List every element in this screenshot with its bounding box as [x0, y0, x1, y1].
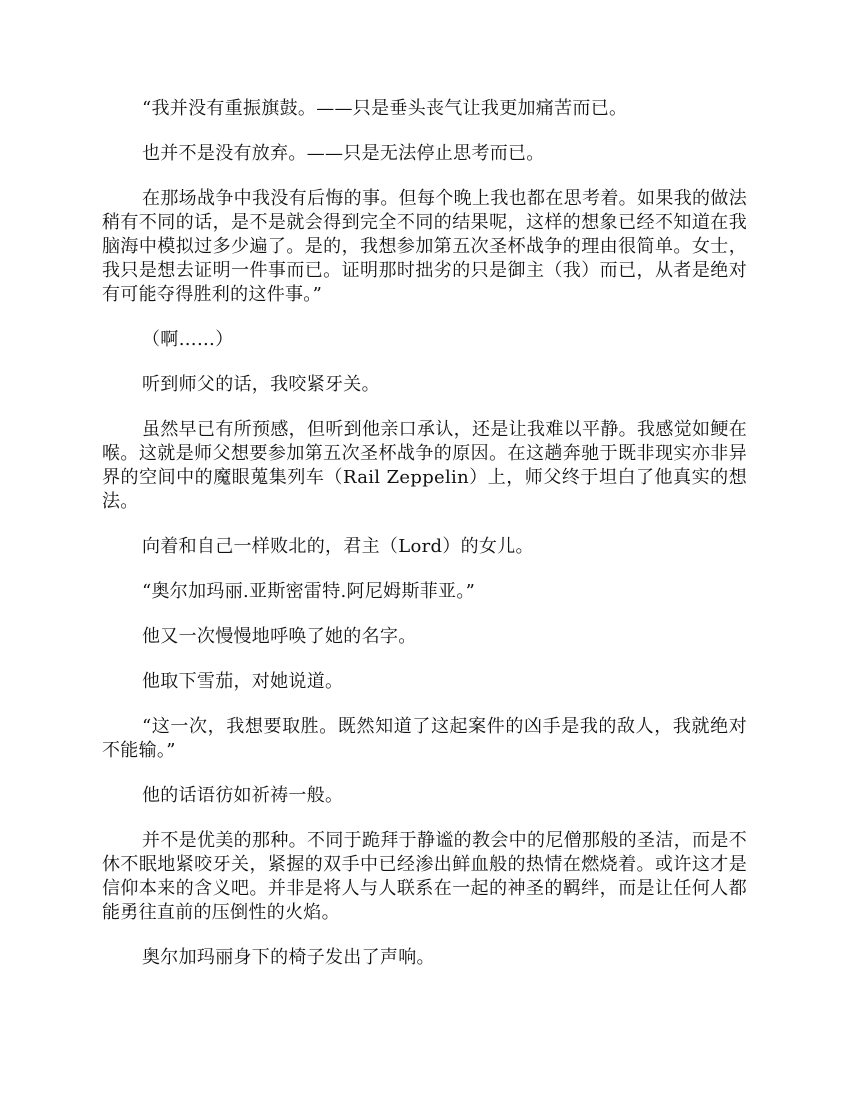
paragraph: 在那场战争中我没有后悔的事。但每个晚上我也都在思考着。如果我的做法稍有不同的话，是不是就会得到完全不同的结果呢，这样的想象已经不知道在我脑海中模拟过多少遍了。是的，我想参加第五次圣杯战争的理由很简单。女士，我只是想去证明一件事而已。证明那时拙劣的只是御主（我）而已，从者是绝对有可能夺得胜利的这件事。”: [102, 188, 747, 305]
paragraph: “我并没有重振旗鼓。——只是垂头丧气让我更加痛苦而已。: [142, 98, 628, 119]
paragraph: 奥尔加玛丽身下的椅子发出了声响。: [142, 947, 435, 968]
paragraph: （啊……）: [142, 329, 234, 350]
document-page: [102, 97, 747, 991]
paragraph: 并不是优美的那种。不同于跪拜于静谧的教会中的尼僧那般的圣洁，而是不休不眠地紧咬牙关，紧握的双手中已经渗出鲜血般的热情在燃烧着。或许这才是信仰本来的含义吧。并非是将人与人联系在一起的神圣的羁绊，而是让任何人都能勇往直前的压倒性的火焰。: [102, 830, 747, 923]
paragraph: 听到师父的话，我咬紧牙关。: [142, 374, 380, 395]
paragraph: 虽然早已有所预感，但听到他亲口承认，还是让我难以平静。我感觉如鲠在喉。这就是师父想要参加第五次圣杯战争的原因。在这趟奔驰于既非现实亦非异界的空间中的魔眼蒐集列车（Rail Zeppelin）上，师父终于坦白了他真实的想法。: [102, 419, 747, 512]
paragraph: “这一次，我想要取胜。既然知道了这起案件的凶手是我的敌人，我就绝对不能输。”: [102, 716, 747, 761]
paragraph: 他的话语彷如祈祷一般。: [142, 785, 344, 806]
paragraph: “奥尔加玛丽.亚斯密雷特.阿尼姆斯菲亚。”: [142, 581, 476, 602]
paragraph: 他取下雪茄，对她说道。: [142, 671, 344, 692]
paragraph: 他又一次慢慢地呼唤了她的名字。: [142, 626, 417, 647]
paragraph: 向着和自己一样败北的，君主（Lord）的女儿。: [142, 536, 534, 557]
paragraph: 也并不是没有放弃。——只是无法停止思考而已。: [142, 143, 545, 164]
